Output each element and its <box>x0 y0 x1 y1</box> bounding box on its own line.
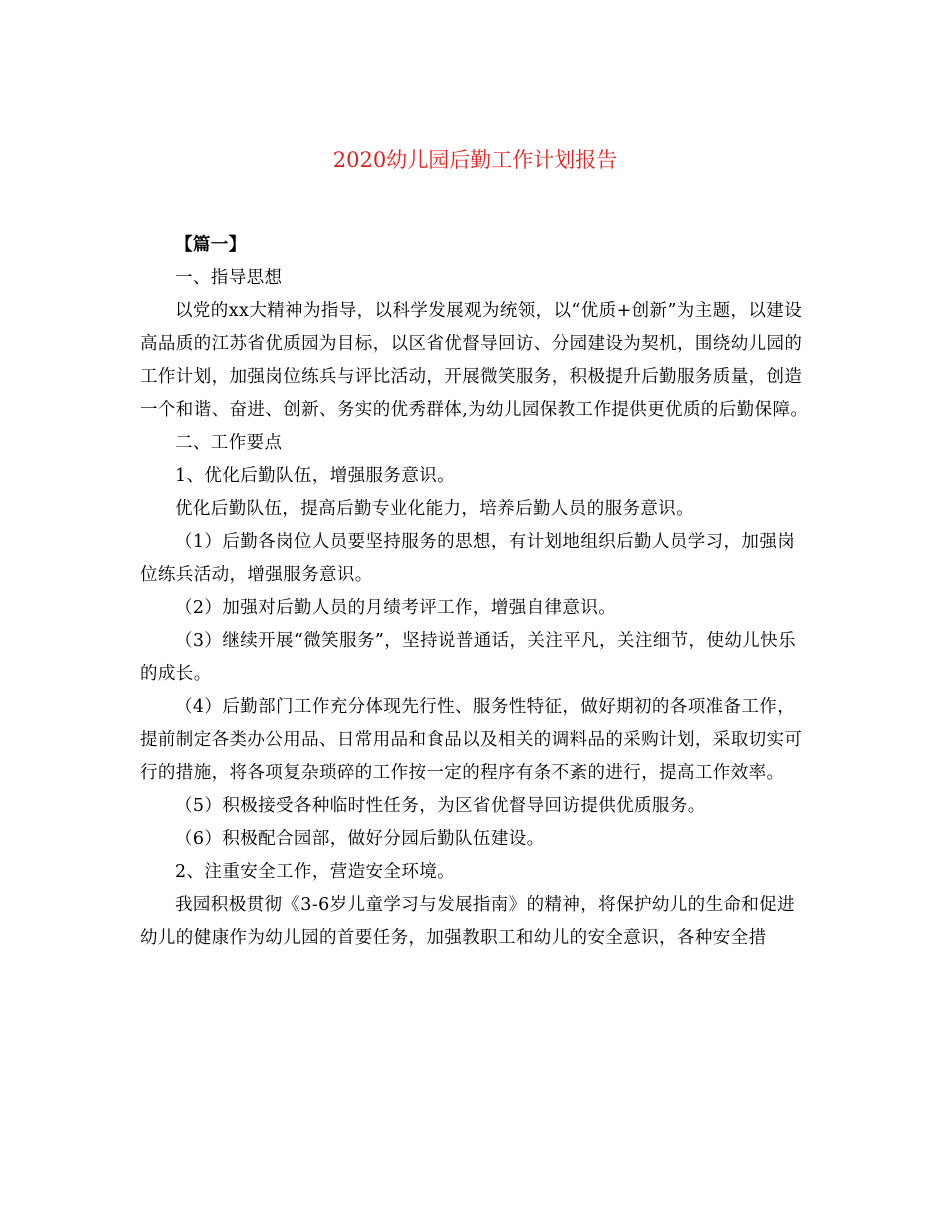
list-item: （3）继续开展“微笑服务”，坚持说普通话，关注平凡，关注细节，使幼儿快乐的成长。 <box>140 631 796 684</box>
paragraph: 以党的xx大精神为指导，以科学发展观为统领，以“优质+创新”为主题，以建设高品质的江苏省优质园为目标，以区省优督导回访、分园建设为契机，围绕幼儿园的工作计划，加强岗位练兵与评比活动，开展微笑服务，积极提升后勤服务质量，创造一个和谐、奋进、创新、务实的优秀群体,为幼儿园保教工作提供更优质的后勤保障。 <box>140 301 809 420</box>
list-item: （1）后勤各岗位人员要坚持服务的思想，有计划地组织后勤人员学习，加强岗位练兵活动，增强服务意识。 <box>140 532 796 585</box>
paragraph: 优化后勤队伍，提高后勤专业化能力，培养后勤人员的服务意识。 <box>175 499 695 519</box>
list-item: （4）后勤部门工作充分体现先行性、服务性特征，做好期初的各项准备工作，提前制定各类办公用品、日常用品和食品以及相关的调料品的采购计划，采取切实可行的措施，将各项复杂琐碎的工作按一定的程序有条不紊的进行，提高工作效率。 <box>140 697 803 783</box>
list-item: （6）积极配合园部，做好分园后勤队伍建设。 <box>175 829 545 849</box>
document-title: 2020幼儿园后勤工作计划报告 <box>332 148 618 172</box>
list-item: （2）加强对后勤人员的月绩考评工作，增强自律意识。 <box>175 598 617 618</box>
subheading: 1、优化后勤队伍，增强服务意识。 <box>175 466 456 486</box>
heading-guiding-thought: 一、指导思想 <box>175 268 283 288</box>
section-heading: 【篇一】 <box>175 235 247 255</box>
document-body <box>140 229 810 955</box>
heading-work-points: 二、工作要点 <box>175 433 283 453</box>
paragraph: 我园积极贯彻《3-6岁儿童学习与发展指南》的精神，将保护幼儿的生命和促进幼儿的健康作为幼儿园的首要任务，加强教职工和幼儿的安全意识，各种安全措 <box>140 895 796 948</box>
list-item: （5）积极接受各种临时性任务，为区省优督导回访提供优质服务。 <box>175 796 706 816</box>
subheading: 2、注重安全工作，营造安全环境。 <box>175 862 456 882</box>
